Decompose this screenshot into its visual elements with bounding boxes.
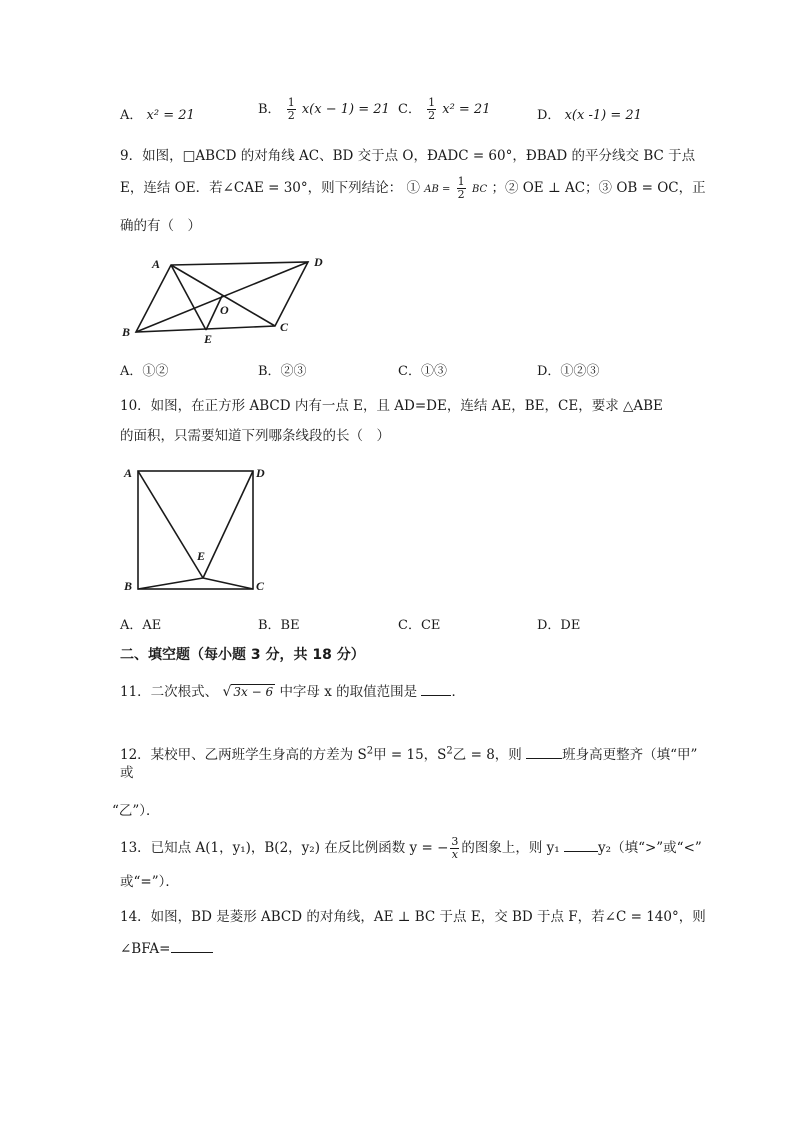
q13-text-b: 的图象上，则 y₁ bbox=[461, 840, 560, 856]
q12-text-d: 班身高更整齐（填“甲” bbox=[562, 747, 698, 763]
q10-figure-label-b: B bbox=[124, 579, 133, 593]
q10-line-2: 的面积，只需要知道下列哪条线段的长（ ） bbox=[120, 428, 390, 444]
q11-answer-blank[interactable] bbox=[421, 683, 451, 696]
q9-line-2-intro: E，连结 OE．若∠CAE = 30°，则下列结论： bbox=[120, 180, 403, 196]
q9-line-1: 9．如图，□ABCD 的对角线 AC、BD 交于点 O，ÐADC = 60°，ÐBAD 的平分线交 BC 于点 bbox=[120, 148, 696, 164]
q10-option-c[interactable]: C．CE bbox=[398, 618, 441, 633]
q13-line-1 bbox=[120, 836, 702, 861]
q8-option-c-fraction: $\frac{1}{2}$ bbox=[428, 96, 436, 122]
q8-option-a-label: A． bbox=[120, 108, 143, 123]
q12-text-c: 乙 = 8，则 bbox=[452, 747, 522, 763]
q12-line-1 bbox=[120, 743, 697, 763]
q11-period: ． bbox=[451, 684, 465, 700]
q8-option-c[interactable] bbox=[398, 97, 490, 122]
q13-line-2: 或“=”）． bbox=[120, 874, 179, 890]
q9-parallelogram-figure bbox=[118, 252, 338, 348]
q11-text-end: 中字母 x 的取值范围是 bbox=[279, 684, 418, 700]
q9-figure-label-e: E bbox=[204, 332, 213, 346]
q10-option-d[interactable]: D．DE bbox=[537, 618, 581, 633]
q9-figure-label-c: C bbox=[280, 320, 289, 334]
q10-figure-label-e: E bbox=[197, 549, 206, 563]
q12-line-3: “乙”）． bbox=[112, 803, 160, 819]
q9-figure-label-b: B bbox=[122, 325, 131, 339]
q11-radical bbox=[222, 684, 275, 700]
q9-conclusion-rest: ；② OE ⊥ AC；③ OB = OC，正 bbox=[491, 180, 706, 196]
q8-option-b-expr: x(x − 1) = 21 bbox=[301, 102, 390, 117]
q10-figure-label-c: C bbox=[256, 579, 265, 593]
q11-text-start: 11．二次根式、 bbox=[120, 684, 219, 700]
q8-option-d-expr: x(x -1) = 21 bbox=[564, 108, 642, 123]
q8-option-c-label: C． bbox=[398, 102, 421, 117]
q8-option-d-label: D． bbox=[537, 108, 561, 123]
q9-conclusion-1-fraction: $\frac{1}{2}$ bbox=[457, 175, 465, 201]
q10-figure-label-a: A bbox=[124, 466, 133, 480]
q8-option-b-fraction: $\frac{1}{2}$ bbox=[287, 96, 295, 122]
q8-option-a[interactable] bbox=[120, 104, 195, 123]
q8-option-d[interactable] bbox=[537, 104, 642, 123]
q9-line-3: 确的有（ ） bbox=[120, 218, 201, 234]
q12-superscript-1: 2 bbox=[366, 745, 374, 757]
q9-figure-label-d: D bbox=[314, 255, 323, 269]
q9-option-c[interactable]: C．①③ bbox=[398, 364, 447, 379]
q10-figure-label-d: D bbox=[256, 466, 265, 480]
q9-conclusion-1-marker: ① bbox=[406, 180, 420, 196]
q13-fraction: $\frac{3}{x}$ bbox=[451, 835, 459, 861]
q9-line-2 bbox=[120, 176, 706, 201]
q9-conclusion-1-rhs: BC bbox=[471, 184, 488, 195]
q13-text-a: 13．已知点 A(1，y₁)，B(2，y₂) 在反比例函数 y = − bbox=[120, 840, 449, 856]
q13-answer-blank[interactable] bbox=[564, 839, 598, 852]
q11-line bbox=[120, 680, 465, 700]
q14-answer-blank[interactable] bbox=[171, 940, 213, 953]
q12-superscript-2: 2 bbox=[446, 745, 453, 757]
q14-line-2 bbox=[120, 940, 213, 957]
q9-figure-label-o: O bbox=[220, 303, 229, 317]
q8-option-b-label: B． bbox=[258, 102, 281, 117]
q12-text-a: 12．某校甲、乙两班学生身高的方差为 S bbox=[120, 747, 367, 763]
q10-line-1: 10．如图，在正方形 ABCD 内有一点 E，且 AD=DE，连结 AE，BE，CE，要求 △ABE bbox=[120, 398, 663, 414]
q11-radicand: 3x − 6 bbox=[233, 685, 274, 699]
q8-option-b[interactable] bbox=[258, 97, 390, 122]
q10-square-figure bbox=[118, 462, 278, 602]
q9-option-d[interactable]: D．①②③ bbox=[537, 364, 600, 379]
q12-answer-blank[interactable] bbox=[526, 746, 562, 759]
q9-option-a[interactable]: A．①② bbox=[120, 364, 169, 379]
q9-option-b[interactable]: B．②③ bbox=[258, 364, 307, 379]
q12-line-2: 或 bbox=[120, 765, 134, 781]
q10-option-b[interactable]: B．BE bbox=[258, 618, 300, 633]
q14-line-1: 14．如图，BD 是菱形 ABCD 的对角线，AE ⊥ BC 于点 E，交 BD 于点 F，若∠C = 140°，则 bbox=[120, 909, 706, 925]
q14-text: ∠BFA= bbox=[120, 941, 171, 957]
q12-text-b: 甲 = 15，S bbox=[373, 747, 447, 763]
q10-option-a[interactable]: A．AE bbox=[120, 618, 162, 633]
q8-option-c-expr: x² = 21 bbox=[442, 102, 491, 117]
section-2-heading: 二、填空题（每小题 3 分，共 18 分） bbox=[120, 647, 365, 663]
q8-option-a-expr: x² = 21 bbox=[146, 108, 195, 123]
sqrt-icon: √ bbox=[222, 684, 232, 700]
q13-text-c: y₂（填“>”或“<” bbox=[598, 840, 702, 856]
q9-conclusion-1-lhs: AB = bbox=[424, 184, 451, 195]
q9-figure-label-a: A bbox=[152, 257, 161, 271]
